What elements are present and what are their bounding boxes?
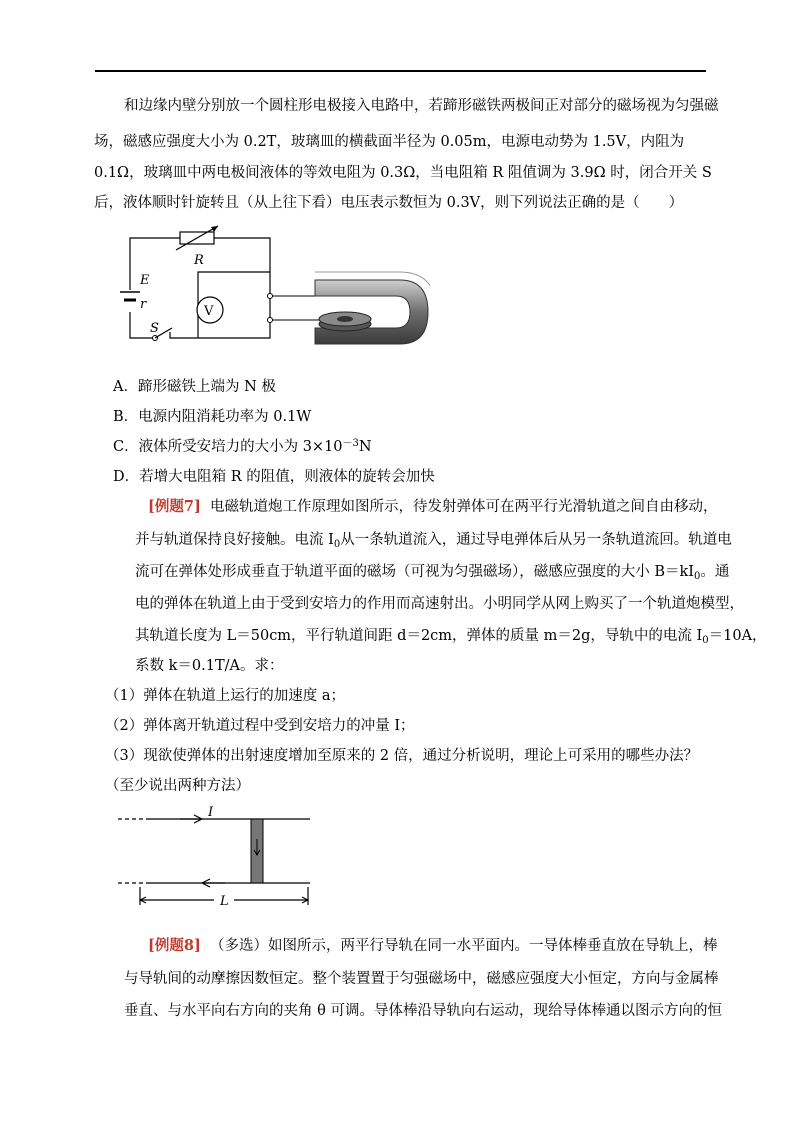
intro-line-1: 和边缘内壁分别放一个圆柱形电极接入电路中，若蹄形磁铁两极间正对部分的磁场视为匀强磁	[124, 98, 719, 114]
label-r: r	[140, 297, 147, 312]
label-L: L	[220, 894, 229, 909]
example7-line-6: 系数 k＝0.1T/A。求：	[135, 658, 284, 674]
question-3: （3）现欲使弹体的出射速度增加至原来的 2 倍，通过分析说明，理论上可采用的哪些办法？	[105, 748, 699, 764]
example8-line-3: 垂直、与水平向右方向的夹角 θ 可调。导体棒沿导轨向右运动，现给导体棒通以图示方向的恒	[124, 1003, 722, 1019]
question-1: （1）弹体在轨道上运行的加速度 a；	[105, 688, 345, 704]
intro-line-2: 场，磁感应强度大小为 0.2T，玻璃皿的横截面半径为 0.05m，电源电动势为 1.5V，内阻为	[94, 134, 685, 150]
length-arrow-left	[140, 897, 148, 903]
sub-zero: 0	[694, 571, 701, 582]
option-c-text: C．液体所受安培力的大小为 3×10	[113, 439, 343, 455]
question-3-note: （至少说出两种方法）	[105, 778, 250, 794]
option-c-unit: N	[358, 439, 372, 455]
sub-zero: 0	[333, 539, 341, 550]
railgun-figure	[110, 805, 320, 910]
example7-line-3-a: 流可在弹体处形成垂直于轨道平面的磁场（可视为匀强磁场），磁感应强度的大小 B＝kI	[135, 564, 695, 580]
example8-line-1	[148, 936, 718, 956]
circuit-figure	[110, 220, 430, 360]
example7-line-2-a: 并与轨道保持良好接触。电流 I	[135, 532, 334, 548]
example7-line-5-b: ＝10A，	[708, 628, 767, 644]
intro-line-3: 0.1Ω，玻璃皿中两电极间液体的等效电阻为 0.3Ω，当电阻箱 R 阻值调为 3.9Ω 时，闭合开关 S	[94, 165, 712, 181]
example7-tag: [例题7]	[148, 498, 201, 515]
terminal-bottom	[268, 318, 273, 323]
option-a: A．蹄形磁铁上端为 N 极	[113, 379, 276, 395]
length-arrow-right	[300, 897, 308, 903]
example8-first: （多选）如图所示，两平行导轨在同一水平面内。一导体棒垂直放在导轨上，棒	[210, 938, 718, 954]
option-c-exponent: －3	[342, 438, 359, 449]
option-c	[113, 437, 372, 457]
example8-line-2: 与导轨间的动摩擦因数恒定。整个装置置于匀强磁场中，磁感应强度大小恒定，方向与金属棒	[124, 971, 719, 987]
example7-line-5-a: 其轨道长度为 L＝50cm，平行轨道间距 d＝2cm，弹体的质量 m＝2g，导轨中的电流 I	[135, 628, 703, 644]
example7-line-3	[135, 562, 729, 582]
horseshoe-magnet	[315, 280, 428, 344]
option-d: D．若增大电阻箱 R 的阻值，则液体的旋转会加快	[113, 469, 435, 485]
question-2: （2）弹体离开轨道过程中受到安培力的冲量 I；	[105, 718, 415, 734]
label-S: S	[150, 321, 159, 336]
label-I: I	[208, 805, 214, 820]
center-electrode	[337, 316, 353, 322]
example7-line-1	[148, 497, 718, 517]
header-rule	[95, 70, 706, 72]
current-arrow-top	[180, 815, 202, 823]
label-V: V	[204, 304, 214, 319]
current-arrow-bottom	[202, 879, 225, 887]
example7-line-2	[135, 530, 732, 550]
option-b: B．电源内阻消耗功率为 0.1W	[113, 409, 312, 425]
example7-line-5	[135, 626, 767, 646]
example7-line-2-b: 从一条轨道流入，通过导电弹体后从另一条轨道流回。轨道电	[340, 532, 732, 548]
label-R: R	[194, 253, 204, 268]
sub-zero: 0	[702, 635, 709, 646]
terminal-top	[268, 294, 273, 299]
example7-line-4: 电的弹体在轨道上由于受到安培力的作用而高速射出。小明同学从网上购买了一个轨道炮模型，	[135, 596, 744, 612]
label-E: E	[140, 273, 150, 288]
example7-first: 电磁轨道炮工作原理如图所示，待发射弹体可在两平行光滑轨道之间自由移动，	[210, 499, 718, 515]
example8-tag: [例题8]	[148, 937, 201, 954]
example7-line-3-b: 。通	[700, 564, 730, 580]
intro-line-4: 后，液体顺时针旋转且（从上往下看）电压表示数恒为 0.3V，则下列说法正确的是（ ）	[94, 195, 684, 211]
